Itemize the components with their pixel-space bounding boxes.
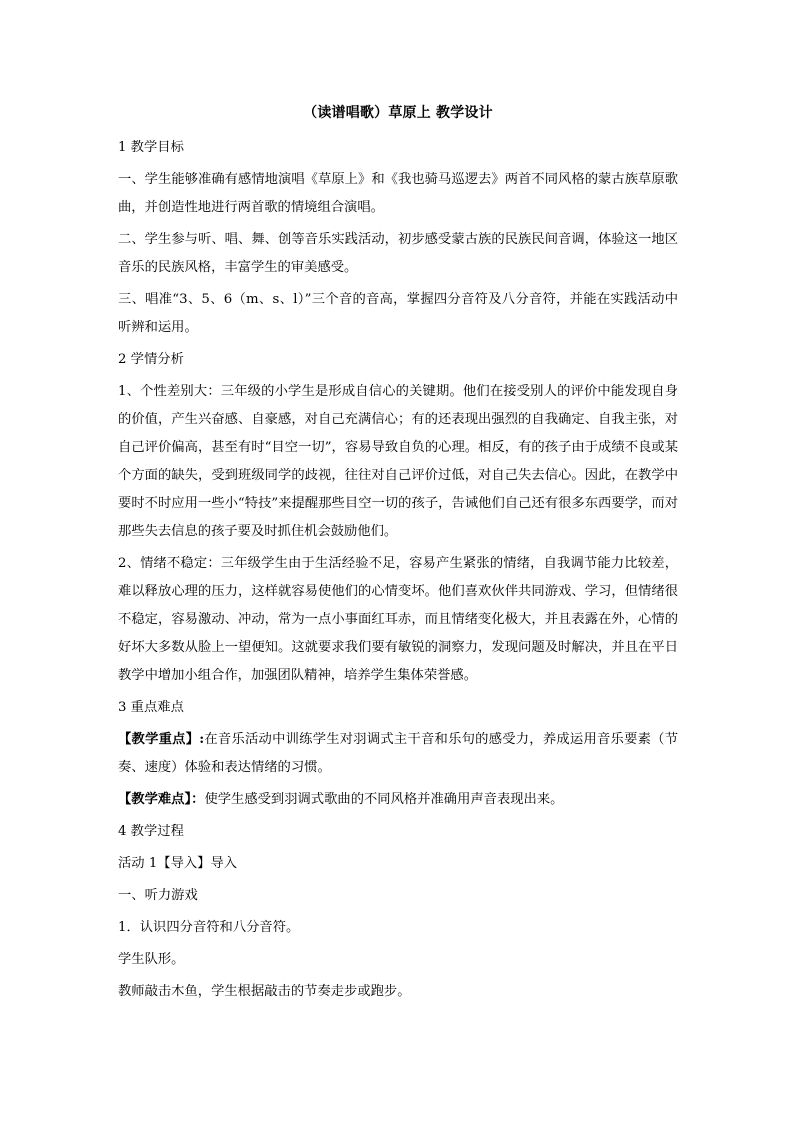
section-heading-objectives: 1 教学目标 [118,140,184,155]
process-line-1: 学生队形。 [118,952,185,967]
process-line-2: 教师敲击木鱼，学生根据敲击的节奏走步或跑步。 [118,984,411,999]
process-item-1: 1．认识四分音符和八分音符。 [118,920,300,935]
document-title: （读谱唱歌）草原上 教学设计 [303,105,493,121]
objective-1: 一、学生能够准确有感情地演唱《草原上》和《我也骑马巡逻去》两首不同风格的蒙古族草原歌曲，并创造性地进行两首歌的情境组合演唱。 [118,172,678,215]
key-point-text: 在音乐活动中训练学生对羽调式主干音和乐句的感受力，养成运用音乐要素（节奏、速度）体验和表达情绪的习惯。 [118,732,678,775]
document-page [118,103,678,1010]
difficult-point-text: 使学生感受到羽调式歌曲的不同风格并准确用声音表现出来。 [204,792,564,807]
subsection-heading: 一、听力游戏 [118,888,198,903]
difficult-point [118,786,678,814]
analysis-2: 2、情绪不稳定：三年级学生由于生活经验不足，容易产生紧张的情绪，自我调节能力比较差，难以释放心理的压力，这样就容易使他们的心情变坏。他们喜欢伙伴共同游戏、学习，但情绪很不稳定，容易激动、冲动，常为一点小事面红耳赤，而且情绪变化极大，并且表露在外，心情的好坏大多数从脸上一望便知。这就要求我们要有敏锐的洞察力，发现问题及时解决，并且在平日教学中增加小组合作，加强团队精神，培养学生集体荣誉感。 [118,556,678,683]
analysis-1: 1、个性差别大：三年级的小学生是形成自信心的关键期。他们在接受别人的评价中能发现自身的价值，产生兴奋感、自豪感，对自己充满信心；有的还表现出强烈的自我确定、自我主张，对自己评价偏高，甚至有时“目空一切”，容易导致自负的心理。相反，有的孩子由于成绩不良或某个方面的缺失，受到班级同学的歧视，往往对自己评价过低，对自己失去信心。因此，在教学中要时不时应用一些小“特技”来提醒那些目空一切的孩子，告诫他们自己还有很多东西要学，而对那些失去信息的孩子要及时抓住机会鼓励他们。 [118,384,678,539]
difficult-point-label: 【教学难点】： [118,792,205,807]
section-heading-process: 4 教学过程 [118,824,184,839]
key-point-label: 【教学重点】: [118,732,205,747]
section-heading-analysis: 2 学情分析 [118,352,184,367]
objective-3: 三、唱准“3、5、6（m、s、l）”三个音的音高，掌握四分音符及八分音符，并能在实践活动中听辨和运用。 [118,292,678,335]
section-heading-key-points: 3 重点难点 [118,700,184,715]
activity-heading: 活动 1【导入】导入 [118,856,238,871]
key-point [118,726,678,782]
objective-2: 二、学生参与听、唱、舞、创等音乐实践活动，初步感受蒙古族的民族民间音调，体验这一地区音乐的民族风格，丰富学生的审美感受。 [118,232,678,275]
